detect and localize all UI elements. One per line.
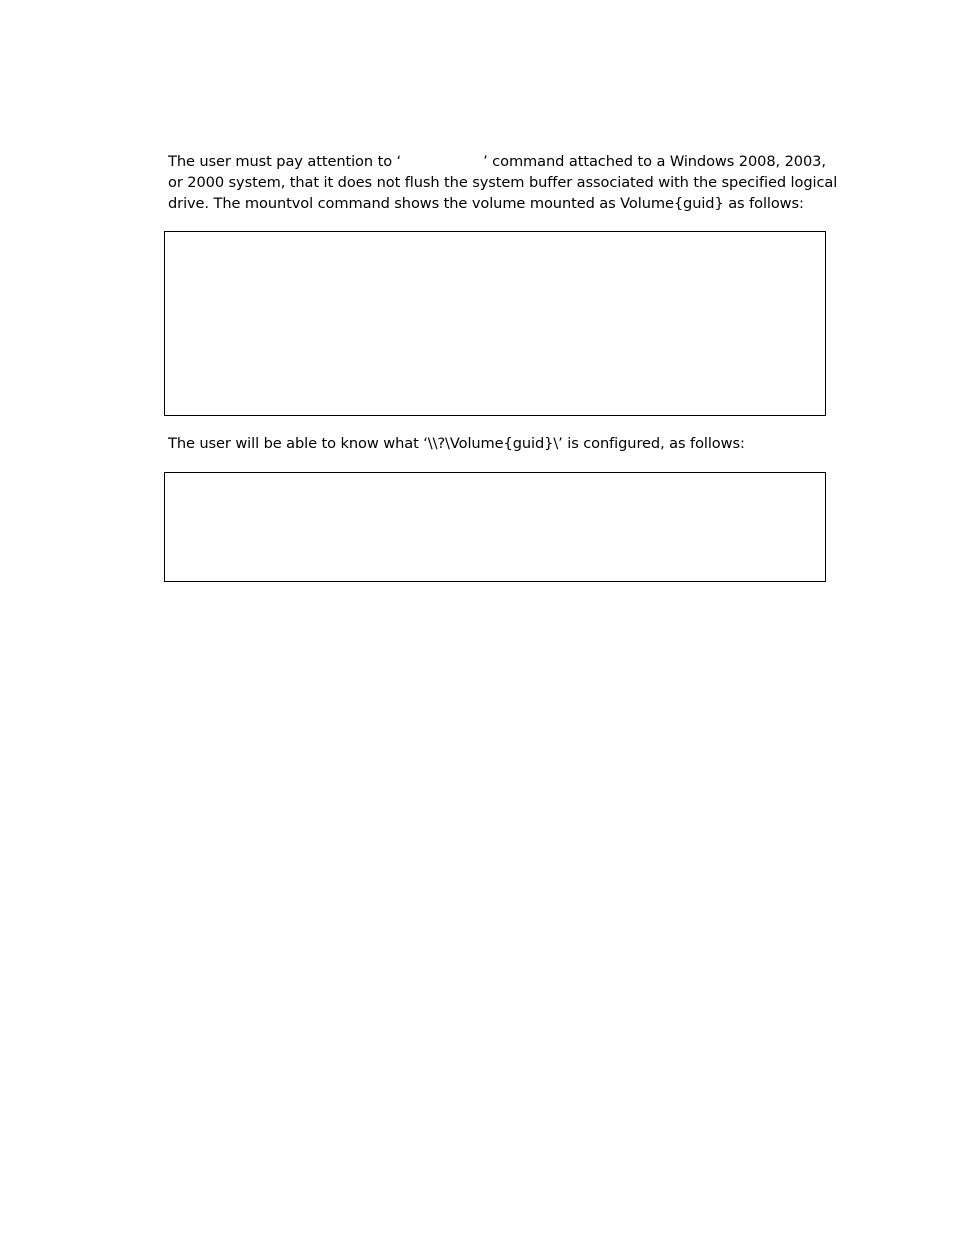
mountvol-output-box (164, 231, 826, 416)
line1-text-before: The user must pay attention to ‘ (168, 153, 402, 170)
volume-config-output-box (164, 472, 826, 582)
paragraph-line-2: or 2000 system, that it does not flush the system buffer associated with the specified logical (168, 174, 838, 191)
volume-guid-paragraph (168, 433, 828, 454)
paragraph-line-1 (168, 151, 828, 172)
line1-text-after: ’ command attached to a Windows 2008, 2003, (483, 153, 826, 170)
intro-paragraph (168, 151, 838, 214)
paragraph-line-3: drive. The mountvol command shows the volume mounted as Volume{guid} as follows: (168, 195, 804, 212)
paragraph-line: The user will be able to know what ‘\\?\Volume{guid}\’ is configured, as follows: (168, 435, 745, 452)
